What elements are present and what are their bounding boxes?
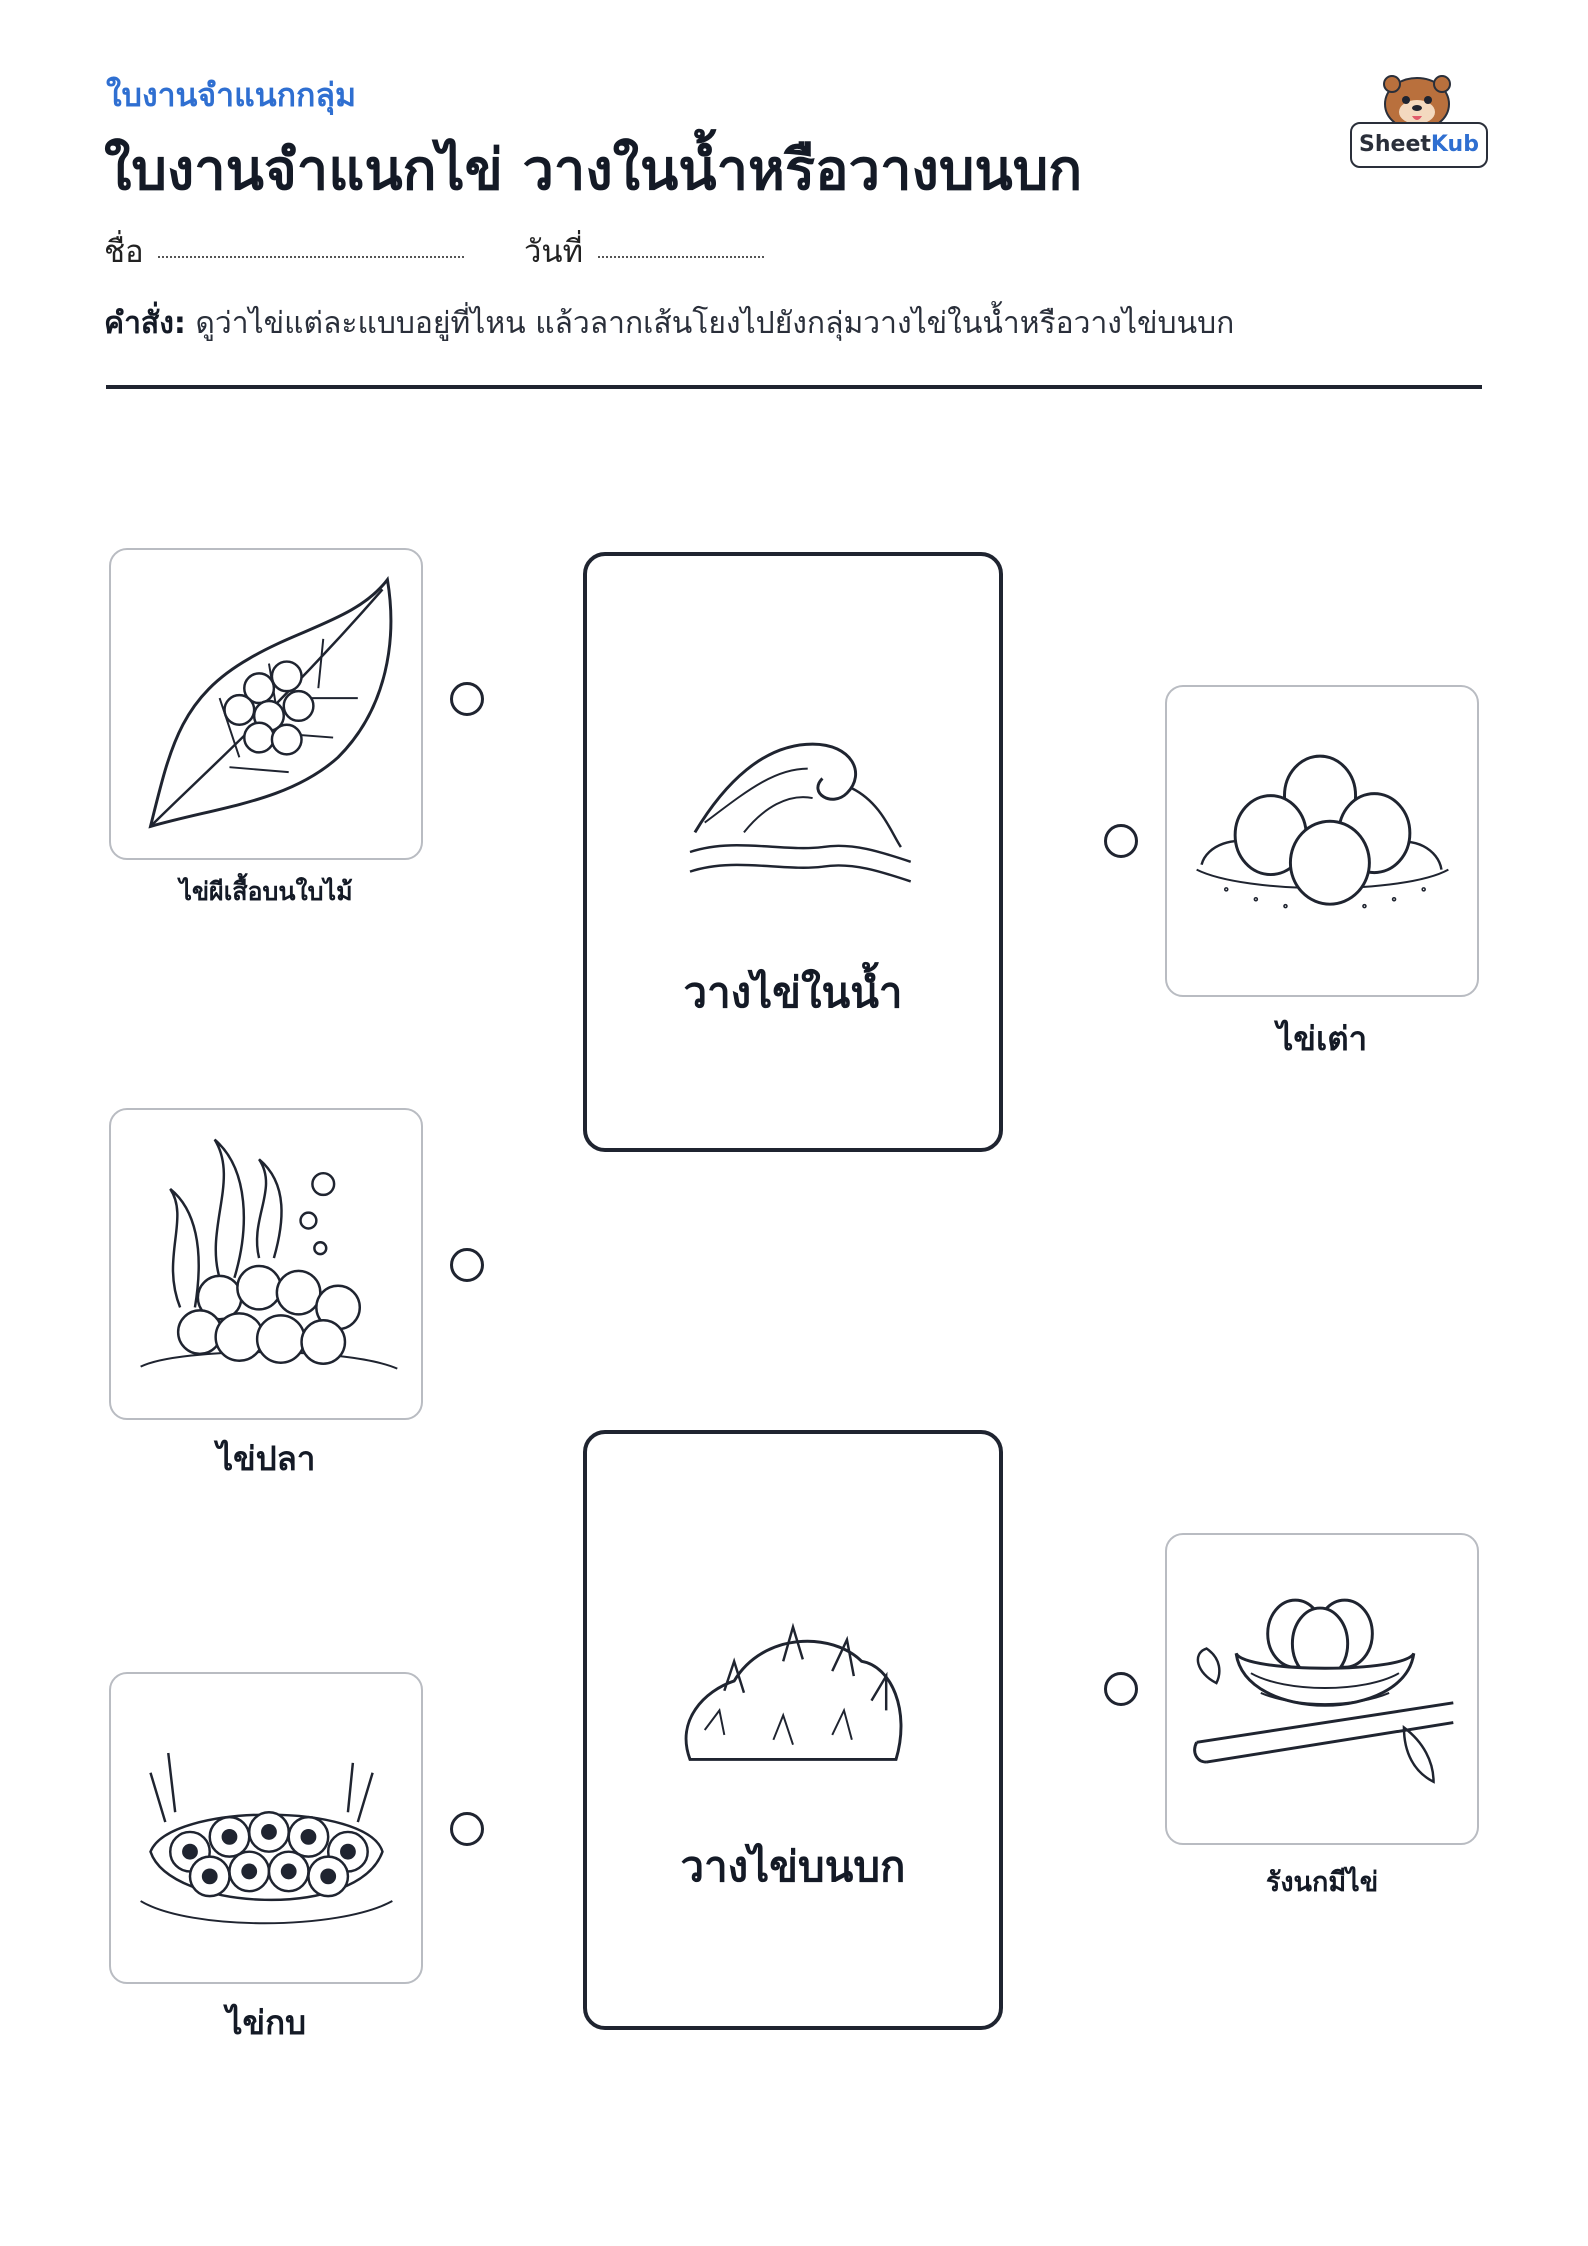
item-label-bird-nest: รังนกมีไข่	[1265, 1867, 1379, 1898]
header-divider	[106, 385, 1482, 389]
group-box-land[interactable]	[583, 1430, 1003, 2030]
fish-eggs-icon	[111, 1110, 421, 1418]
connector-dot-fish-eggs[interactable]	[450, 1248, 484, 1282]
item-card-turtle-eggs[interactable]	[1165, 685, 1479, 997]
worksheet-kicker: ใบงานจำแนกกลุ่ม	[106, 76, 357, 114]
instruction-text: ดูว่าไข่แต่ละแบบอยู่ที่ไหน แล้วลากเส้นโยงไปยังกลุ่มวางไข่ในน้ำหรือวางไข่บนบก	[185, 306, 1235, 341]
group-label-water: วางไข่ในน้ำ	[683, 968, 903, 1017]
connector-dot-butterfly-eggs[interactable]	[450, 682, 484, 716]
sheetkub-logo	[1350, 62, 1490, 172]
item-card-frog-eggs[interactable]	[109, 1672, 423, 1984]
item-label-frog-eggs: ไข่กบ	[225, 2003, 307, 2042]
group-box-water[interactable]	[583, 552, 1003, 1152]
name-label: ชื่อ	[104, 234, 144, 270]
wave-icon	[587, 556, 999, 1148]
turtle-eggs-icon	[1167, 687, 1477, 995]
frog-eggs-icon	[111, 1674, 421, 1982]
item-card-fish-eggs[interactable]	[109, 1108, 423, 1420]
bird-nest-icon	[1167, 1535, 1477, 1843]
instruction	[104, 300, 1234, 347]
group-label-land: วางไข่บนบก	[680, 1842, 906, 1891]
item-label-fish-eggs: ไข่ปลา	[216, 1439, 316, 1478]
grass-icon	[587, 1434, 999, 2026]
item-label-butterfly-eggs: ไข่ผีเสื้อบนใบไม้	[179, 877, 353, 906]
connector-dot-turtle-eggs[interactable]	[1104, 824, 1138, 858]
logo-badge	[1350, 122, 1488, 168]
worksheet-title: ใบงานจำแนกไข่ วางในน้ำหรือวางบนบก	[104, 138, 1083, 203]
item-card-butterfly-eggs[interactable]	[109, 548, 423, 860]
connector-dot-bird-nest[interactable]	[1104, 1672, 1138, 1706]
item-label-turtle-eggs: ไข่เต่า	[1276, 1019, 1368, 1058]
leaf-eggs-icon	[111, 550, 421, 858]
instruction-label: คำสั่ง:	[104, 306, 186, 341]
logo-text-kub: Kub	[1430, 132, 1479, 157]
name-field[interactable]	[158, 254, 464, 258]
item-card-bird-nest[interactable]	[1165, 1533, 1479, 1845]
logo-text-sheet: Sheet	[1359, 132, 1431, 157]
date-label: วันที่	[524, 234, 584, 270]
connector-dot-frog-eggs[interactable]	[450, 1812, 484, 1846]
date-field[interactable]	[598, 254, 764, 258]
